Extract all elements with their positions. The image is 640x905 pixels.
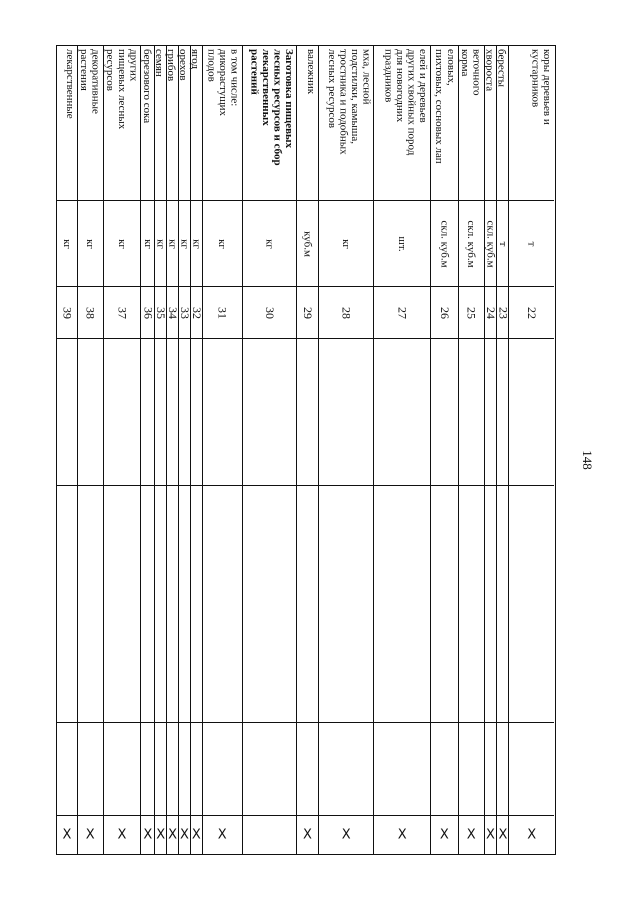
row-name-cell — [485, 46, 497, 201]
row-name: Заготовка пищевых лесных ресурсов и сбор лекарственных растений — [248, 49, 296, 166]
row-code-cell — [166, 287, 181, 339]
row-mark-cell — [431, 816, 458, 854]
empty-value-cell — [104, 486, 141, 723]
row-mark-cell — [497, 816, 508, 854]
row-name: семян — [153, 49, 166, 77]
row-name: бересты — [495, 49, 508, 88]
row-mark-cell — [104, 816, 141, 854]
row-unit: т — [525, 241, 538, 246]
row-code-cell — [509, 287, 554, 339]
row-mark: X — [439, 827, 449, 843]
row-name-cell — [176, 46, 190, 201]
row-name: орехов — [176, 49, 189, 81]
row-unit: скл. куб.м — [438, 219, 451, 268]
row-name: елей и деревьев других хвойных пород для новогодних праздников — [382, 49, 429, 156]
row-code: 26 — [437, 306, 452, 319]
empty-value-cell — [141, 486, 154, 723]
row-code-cell — [57, 287, 77, 339]
row-unit: кг — [154, 238, 167, 249]
row-name-cell — [297, 46, 318, 201]
data-table — [56, 45, 556, 855]
row-unit-cell — [57, 201, 77, 287]
row-mark-cell — [141, 816, 154, 854]
row-name-cell — [459, 46, 484, 201]
empty-value-cell — [179, 486, 190, 723]
row-code: 36 — [141, 306, 156, 319]
empty-value-cell — [509, 486, 554, 723]
row-name-cell — [155, 46, 166, 201]
row-unit-cell — [179, 201, 190, 287]
empty-value-cell — [497, 339, 508, 486]
row-code: 25 — [464, 306, 479, 319]
empty-value-cell — [179, 339, 190, 486]
empty-value-cell — [141, 339, 154, 486]
row-name-cell — [141, 46, 154, 201]
row-code: 24 — [484, 306, 498, 319]
row-name-cell — [57, 46, 77, 201]
row-unit-cell — [104, 201, 141, 287]
row-unit-cell — [509, 201, 554, 287]
row-mark-cell — [243, 816, 297, 854]
row-mark: X — [168, 827, 177, 843]
row-name: декоративные растения — [78, 49, 102, 114]
empty-value-cell — [155, 486, 166, 723]
row-unit: кг — [178, 238, 191, 249]
row-mark-cell — [191, 816, 202, 854]
row-name: других пищевых лесных ресурсов — [104, 49, 140, 130]
row-unit-cell — [459, 201, 484, 287]
row-unit: кг — [141, 238, 154, 249]
row-code-cell — [104, 287, 141, 339]
row-mark: X — [397, 827, 407, 843]
table-row — [242, 46, 297, 854]
row-name-cell — [374, 46, 430, 201]
row-code-cell — [154, 287, 169, 339]
row-mark: X — [486, 827, 495, 843]
row-name: березового сока — [141, 49, 154, 124]
empty-value-cell — [104, 339, 141, 486]
row-name: грибов — [165, 49, 177, 82]
row-unit: куб.м — [301, 230, 314, 257]
empty-value-cell — [57, 339, 77, 486]
empty-value-cell — [243, 723, 297, 816]
row-name-cell — [243, 46, 297, 201]
row-code: 31 — [215, 306, 230, 319]
empty-value-cell — [78, 339, 103, 486]
row-mark-cell — [78, 816, 103, 854]
empty-value-cell — [459, 723, 484, 816]
table-row — [190, 46, 202, 854]
empty-value-cell — [167, 486, 178, 723]
row-unit: кг — [115, 238, 128, 249]
empty-value-cell — [203, 486, 242, 723]
table-row — [57, 46, 77, 854]
empty-value-cell — [155, 339, 166, 486]
empty-value-cell — [243, 486, 297, 723]
row-name-cell — [509, 46, 554, 201]
empty-value-cell — [374, 486, 430, 723]
row-unit: кг — [190, 238, 203, 249]
empty-value-cell — [374, 339, 430, 486]
row-name-cell — [319, 46, 374, 201]
row-code: 39 — [60, 306, 75, 319]
table-row — [296, 46, 318, 854]
row-code: 27 — [395, 306, 410, 319]
table-row — [430, 46, 458, 854]
table-row — [153, 46, 169, 854]
empty-value-cell — [167, 339, 178, 486]
row-mark-cell — [297, 816, 318, 854]
row-mark: X — [62, 827, 72, 843]
empty-value-cell — [243, 339, 297, 486]
row-unit-cell — [319, 201, 374, 287]
row-unit: кг — [263, 238, 276, 249]
empty-value-cell — [459, 339, 484, 486]
row-unit: кг — [340, 238, 353, 249]
row-code-cell — [459, 287, 484, 339]
row-mark: X — [498, 827, 508, 843]
row-unit: шт. — [396, 235, 409, 252]
row-unit-cell — [243, 201, 297, 287]
row-name: в том числе: дикорастущих плодов — [205, 49, 241, 117]
row-mark: X — [217, 827, 227, 843]
row-code: 28 — [339, 306, 354, 319]
row-code-cell — [319, 287, 374, 339]
row-mark: X — [527, 827, 537, 843]
empty-value-cell — [497, 723, 508, 816]
row-mark-cell — [167, 816, 178, 854]
row-code: 35 — [154, 306, 169, 319]
row-mark-cell — [485, 816, 497, 854]
empty-value-cell — [297, 486, 318, 723]
row-mark: X — [191, 827, 201, 843]
row-mark-cell — [203, 816, 242, 854]
table-row — [373, 46, 430, 854]
row-unit-cell — [191, 201, 202, 287]
empty-value-cell — [203, 339, 242, 486]
table-row — [495, 46, 511, 854]
row-unit-cell — [203, 201, 242, 287]
row-code: 32 — [189, 306, 204, 319]
row-unit: т — [496, 241, 509, 246]
row-code: 22 — [525, 306, 540, 319]
empty-value-cell — [191, 723, 202, 816]
row-code-cell — [243, 287, 297, 339]
empty-value-cell — [497, 486, 508, 723]
row-code: 29 — [300, 306, 315, 319]
row-mark-cell — [179, 816, 190, 854]
row-mark: X — [341, 827, 351, 843]
row-unit: кг — [60, 238, 73, 249]
row-mark: X — [466, 827, 476, 843]
row-code-cell — [374, 287, 430, 339]
row-code-cell — [78, 287, 103, 339]
row-code-cell — [203, 287, 242, 339]
empty-value-cell — [431, 723, 458, 816]
table-row — [318, 46, 374, 854]
table-row — [202, 46, 242, 854]
empty-value-cell — [431, 339, 458, 486]
row-code: 34 — [166, 306, 181, 319]
empty-value-cell — [78, 486, 103, 723]
empty-value-cell — [297, 723, 318, 816]
row-code-cell — [496, 287, 511, 339]
row-code-cell — [431, 287, 458, 339]
row-unit-cell — [485, 201, 497, 287]
empty-value-cell — [57, 723, 77, 816]
table-row — [178, 46, 190, 854]
row-mark: X — [117, 827, 127, 843]
row-unit: скл. куб.м — [484, 219, 497, 268]
empty-value-cell — [191, 339, 202, 486]
empty-value-cell — [179, 723, 190, 816]
row-mark-cell — [374, 816, 430, 854]
row-name: мха, лесной подстилки, камыша, тростника и подобных лесных ресурсов — [325, 49, 373, 155]
row-code-cell — [485, 287, 497, 339]
row-mark-cell — [459, 816, 484, 854]
empty-value-cell — [78, 723, 103, 816]
empty-value-cell — [104, 723, 141, 816]
row-code-cell — [191, 287, 202, 339]
row-code: 23 — [496, 306, 511, 319]
row-mark-cell — [319, 816, 374, 854]
row-unit-cell — [141, 201, 154, 287]
row-mark: X — [180, 827, 189, 843]
row-name: еловых, пихтовых, сосновых лап — [433, 49, 457, 164]
row-name: лекарственные — [63, 49, 76, 119]
row-unit-cell — [155, 201, 166, 287]
empty-value-cell — [485, 339, 497, 486]
row-mark: X — [156, 827, 166, 843]
empty-value-cell — [319, 339, 374, 486]
row-unit-cell — [431, 201, 458, 287]
empty-value-cell — [203, 723, 242, 816]
table-row — [103, 46, 141, 854]
row-code: 30 — [262, 306, 277, 319]
empty-value-cell — [319, 486, 374, 723]
row-mark: X — [85, 827, 95, 843]
empty-value-cell — [374, 723, 430, 816]
row-code: 33 — [177, 306, 192, 319]
row-name: хвороста — [483, 49, 496, 92]
empty-value-cell — [431, 486, 458, 723]
empty-value-cell — [57, 486, 77, 723]
row-unit-cell — [167, 201, 178, 287]
row-code-cell — [141, 287, 154, 339]
table-row — [77, 46, 103, 854]
row-name-cell — [167, 46, 178, 201]
empty-value-cell — [155, 723, 166, 816]
empty-value-cell — [509, 723, 554, 816]
table-row — [458, 46, 484, 854]
row-code: 37 — [115, 306, 130, 319]
empty-value-cell — [319, 723, 374, 816]
row-name-cell — [431, 46, 458, 201]
empty-value-cell — [459, 486, 484, 723]
table-row — [484, 46, 497, 854]
row-name-cell — [203, 46, 242, 201]
row-name: веточного корма — [459, 49, 483, 96]
empty-value-cell — [297, 339, 318, 486]
row-code-cell — [297, 287, 318, 339]
row-name-cell — [78, 46, 103, 201]
empty-value-cell — [167, 723, 178, 816]
row-name-cell — [104, 46, 141, 201]
empty-value-cell — [141, 723, 154, 816]
page-number: 148 — [579, 450, 595, 470]
row-name: валежник — [304, 49, 317, 95]
table-row — [140, 46, 154, 854]
row-unit: кг — [84, 238, 97, 249]
row-unit: кг — [216, 238, 229, 249]
table-row — [165, 46, 181, 854]
row-mark-cell — [155, 816, 166, 854]
row-unit-cell — [297, 201, 318, 287]
row-unit-cell — [78, 201, 103, 287]
row-mark: X — [143, 827, 153, 843]
empty-value-cell — [485, 723, 497, 816]
row-name: ягод — [188, 49, 201, 70]
row-code: 38 — [83, 306, 98, 319]
row-unit: скл. куб.м — [465, 219, 478, 268]
row-name-cell — [188, 46, 202, 201]
row-mark-cell — [57, 816, 77, 854]
row-unit: кг — [166, 238, 179, 249]
row-unit-cell — [374, 201, 430, 287]
row-name: коры деревьев и кустарников — [529, 49, 553, 125]
row-name-cell — [497, 46, 508, 201]
row-unit-cell — [497, 201, 508, 287]
row-mark: X — [303, 827, 312, 843]
empty-value-cell — [485, 486, 497, 723]
empty-value-cell — [509, 339, 554, 486]
row-code-cell — [179, 287, 190, 339]
table-row — [508, 46, 554, 854]
empty-value-cell — [191, 486, 202, 723]
row-mark-cell — [509, 816, 554, 854]
